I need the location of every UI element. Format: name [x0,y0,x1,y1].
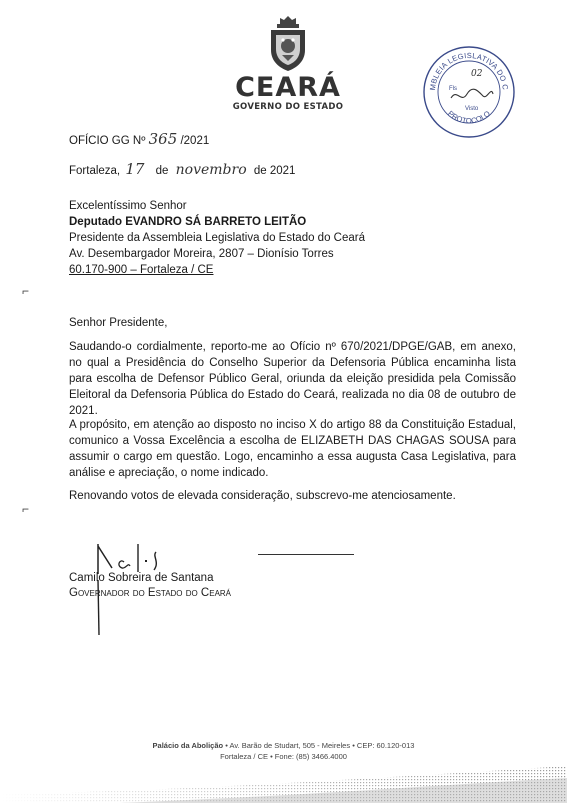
stamp-top-text: MBLEIA LEGISLATIVA DO C [427,50,511,91]
body-paragraph-2: A propósito, em atenção ao disposto no inciso X do artigo 88 da Constituição Estadual, comunico a Vossa Excelência a escolha de ELIZABETH DAS CHAGAS SOUSA para assumir o cargo em questão. Logo, encaminho a essa augusta Casa Legislativa, para análise e apreciação, o nome indicado. [69,419,516,479]
stamp-handwritten-number: 02 [471,69,483,79]
footer-line-1 [0,740,567,751]
stamp-seal-icon [421,44,517,140]
svg-text:ASSEMBLEIA LEGISLATIVA DO CEAR [421,44,510,91]
signer-name: Camilo Sobreira de Santana [69,572,214,584]
footer-line-2: Fortaleza / CE • Fone: (85) 3466.4000 [220,752,347,761]
brand-subtitle: GOVERNO DO ESTADO [232,102,344,112]
date-day: 17 [125,160,145,178]
margin-mark: ⌐ [22,502,30,516]
date-year: de 2021 [253,165,296,177]
reference-number: 365 [148,130,178,148]
stamp-signature-icon [451,89,493,98]
reference-year: /2021 [180,135,210,147]
body-paragraph-3: Renovando votos de elevada consideração, subscrevo-me atenciosamente. [69,490,456,502]
recipient-cep: 60.170-900 – Fortaleza / CE [69,264,214,276]
body-paragraph-1: Saudando-o cordialmente, reporto-me ao Ofício nº 670/2021/DPGE/GAB, em anexo, no qual a Presidência do Conselho Superior da Defensoria Pública encaminha lista para escolha de Defensor Público Geral, oriunda da eleição presidida pela Comissão Eleitoral da Defensoria Pública do Estado do Ceará, realizada no dia 08 de outubro de 2021. [69,341,516,417]
stamp-fls-label: Fls [449,86,457,92]
footer-palace: Palácio da Abolição [152,741,224,750]
letter-date [69,161,295,179]
coat-of-arms-icon [265,14,311,72]
margin-mark: ⌐ [22,284,30,298]
signature-line [258,554,354,555]
recipient-salutation: Excelentíssimo Senhor [69,200,187,212]
footer-address: • Av. Barão de Studart, 505 - Meireles • CEP: 60.120-013 [223,741,415,750]
footer-decorative-band [0,764,567,803]
reference-prefix: OFÍCIO GG Nº [69,135,146,147]
date-city: Fortaleza, [69,165,121,177]
stamp-visto-label: Visto [465,106,479,112]
date-month: novembro [175,162,247,178]
letter-reference [69,131,209,149]
signer-title: Governador do Estado do Ceará [69,587,232,599]
stamp-bottom-text: PROTOCOLO [446,108,492,126]
date-de: de [155,165,169,177]
recipient-name: Deputado EVANDRO SÁ BARRETO LEITÃO [69,216,307,228]
protocol-stamp [421,44,517,145]
brand-title: CEARÁ [235,72,341,103]
recipient-title: Presidente da Assembleia Legislativa do Estado do Ceará [69,232,365,244]
header-logo [228,14,348,112]
recipient-address: Av. Desembargador Moreira, 2807 – Dionísio Torres [69,248,334,260]
greeting: Senhor Presidente, [69,317,168,329]
